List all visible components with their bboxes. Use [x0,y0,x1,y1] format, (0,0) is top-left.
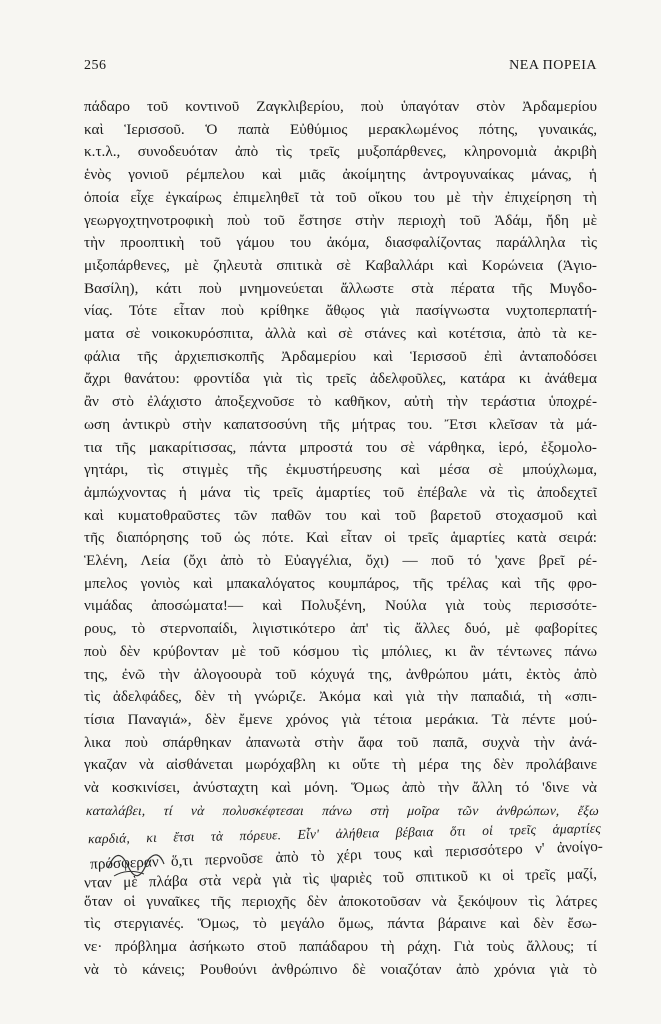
text-line: τῆς διαπόρησης τοῦ ὡς πότε. Καὶ εἶταν οἱ τρεῖς ἁμαρτίες κατὰ σειρά: [84,529,597,547]
running-head: ΝΕΑ ΠΟΡΕΙΑ [509,58,597,73]
text-line: ὅταν οἱ γυναῖκες τῆς περιοχῆς δὲν ἀποκοτοῦσαν νὰ ξεκόψουν τὶς λάτρες [84,892,597,910]
text-line: τὴν προοπτικὴ τοῦ γάμου του ἀκόμα, διασφαλίζοντας παράλληλα τὶς [84,234,597,252]
page-number: 256 [84,58,107,73]
text-line: νὰ τὸ κάνεις; Ρουθούνι ἀνθρώπινο δὲ νοιαζόταν ἀπὸ χρόνια γιὰ τὸ [84,960,597,978]
text-line: νὰ κοσκινίσει, ἀνύσταχτη καὶ μόνη. Ὅμως ἀπὸ τὴν ἄλλη τό 'δινε νὰ [84,779,597,797]
text-line: νε· πρόβλημα ἀσήκωτο στοῦ παπάδαρου τὴ ράχη. Γιὰ τοὺς ἄλλους; τί [84,938,597,956]
text-line: ἂν στὸ ἐλάχιστο ἀποξεχνοῦσε τὸ καθῆκον, αὐτὴ τὴν τεράστια ὑποχρέ- [84,393,597,411]
text-line: ὁποία εἶχε ἐγκαίρως ἐπιμεληθεῖ τὰ τοῦ οἴκου του μὲ τὴν ἐπιχείρηση τὴ [84,188,597,206]
text-line: νιμάδας ἀποσώματα!— καὶ Πολυξένη, Νούλα γιὰ τοὺς περισσότε- [84,597,597,615]
text-line: πάδαρο τοῦ κοντινοῦ Ζαγκλιβερίου, ποὺ ὑπαγόταν στὸν Ἀρδαμερίου [84,98,597,115]
text-line: γεωργοχτηνοτροφικὴ ποὺ τοῦ ἔστησε στὴν περιοχὴ τοῦ Ἀδάμ, ἤδη μὲ [84,211,597,229]
warped-text-line: καταλάβει, τί νὰ πολυσκέφτεσαι πάνω στὴ μοῖρα τῶν ἀνθρώπων, ἔξω [85,802,600,818]
text-line: καὶ Ἱερισσοῦ. Ὁ παπὰ Εὐθύμιος μερακλωμένος πότης, γυναικάς, [84,120,597,138]
text-line: μπελος γονιὸς καὶ μπακαλόγατος κουμπάρος, τῆς τρέλας καὶ τῆς φρο- [84,574,597,592]
warped-text-line: πρόσφεραν ὅ,τι περνοῦσε ἀπὸ τὸ χέρι τους καὶ περισσότερο ν' ἀνοίγο- [89,838,604,873]
text-line: νίας. Τότε εἶταν ποὺ κρίθηκε ἄθῳος γιὰ πασίγνωστα νυχτοπερπατή- [84,302,597,320]
text-line: ἄχρι θανάτου: φροντίδα γιὰ τὶς τρεῖς ἀδελφοῦλες, κατάρα κι ἀνάθεμα [84,370,597,388]
text-line: Βασίλη), κάτι ποὺ μνημονεύεται ἄλλωστε στὰ πέρατα τῆς Μυγδο- [84,279,597,297]
body-text [83,96,604,981]
text-line: τίσια Παναγιά», δὲν ἔμενε χρόνος γιὰ τέτοια μεράκια. Τὰ πέντε μού- [84,710,597,728]
text-line: ρους, τὸ στερνοπαίδι, λιγιστικότερο ἀπ' τὶς ἄλλες δυό, μὲ φαβορίτες [84,620,597,638]
text-line: Ἑλένη, Λεία (ὄχι ἀπὸ τὸ Εὐαγγέλια, ὄχι) — ποῦ τό 'χανε βρεῖ ρέ- [84,552,597,570]
text-line: τια τῆς μακαρίτισσας, πάντα μπροστά του σὲ νάρθηκα, ἱερό, ἐξομολο- [84,438,597,456]
text-line: ἀμπώχνοντας ἡ μάνα τὶς τρεῖς ἁμαρτίες τοῦ ἐπέβαλε νὰ τὶς ἀποδεχτεῖ [84,483,597,501]
text-line: κ.τ.λ., συνοδευόταν ἀπὸ τὶς τρεῖς μυξοπάρθενες, κληρονομιὰ ἀκριβὴ [84,143,597,161]
text-line: της, ἐνῶ τὴν ἀλογοουρὰ τοῦ κόχυγά της, ἀνθρώπου μάτι, ἐκτὸς ἀπὸ [84,665,597,683]
text-line: ωση ἀντικρὺ στὴν καπατσοσύνη τῆς μήτρας του. Ἔτσι κλεῖσαν τὰ μά- [84,415,597,433]
text-line: ποὺ δὲν κρύβονταν μὲ τοῦ κόσμου τὶς μπόλιες, κι ἂν τέντωνες πάνω [84,642,597,660]
text-line: ματα σὲ νοικοκυρόσπιτα, ἀλλὰ καὶ σὲ στάνες καὶ κοτέτσια, ἀπὸ τὰ κε- [84,325,597,343]
text-line: καὶ κυματοθραῦστες τῶν παθῶν του καὶ τοῦ βαρετοῦ στοχασμοῦ καὶ [84,506,597,524]
warped-text-line: καρδιά, κι ἔτσι τὰ πόρευε. Εἶν' ἀλήθεια βέβαια ὅτι οἱ τρεῖς ἁμαρτίες [87,820,602,846]
text-line: γκαζαν νὰ αἰσθάνεται μωρόχαβλη κι οὔτε τὴ μέρα της δὲν προλάβαινε [84,756,597,774]
text-line: τὶς στεργιανές. Ὅμως, τὸ μεγάλο ὅμως, πάντα βάραινε καὶ δὲν ἔσω- [84,915,597,933]
text-line: μιξοπάρθενες, μὲ ζηλευτὰ σπιτικὰ σὲ Καβαλλάρι καὶ Κορώνεια (Ἁγιο- [84,256,597,274]
text-line: λικα ποὺ σπάρθηκαν ἀπανωτὰ στὴν ἄφα τοῦ παπᾶ, συχνὰ τὴν ἀνά- [84,733,597,751]
text-line: ἑνὸς γονιοῦ ρέμπελου καὶ μιᾶς ἀκοίμητης ἀντρογυναίκας μάνας, ἡ [84,166,597,184]
text-line: γητάρι, τὶς στιγμὲς τῆς ἐκμυστήρευσης καὶ μέσα σὲ μπούχλωμα, [84,461,597,479]
text-line: φάλια τῆς ἀρχιεπισκοπῆς Ἀρδαμερίου καὶ Ἱερισσοῦ ἐπὶ ἀνταποδόσει [84,347,597,365]
warped-text-line: νταν μὲ πλάβα στὰ νερὰ γιὰ τὶς ψαριὲς τοῦ σπιτικοῦ κι οἱ τρεῖς μαζί, [83,865,598,892]
text-line: τὶς ἀδελφάδες, δὲν τὴ γνώριζε. Ἀκόμα καὶ γιὰ τὴν παπαδιά, τὴ «σπι- [84,688,597,706]
